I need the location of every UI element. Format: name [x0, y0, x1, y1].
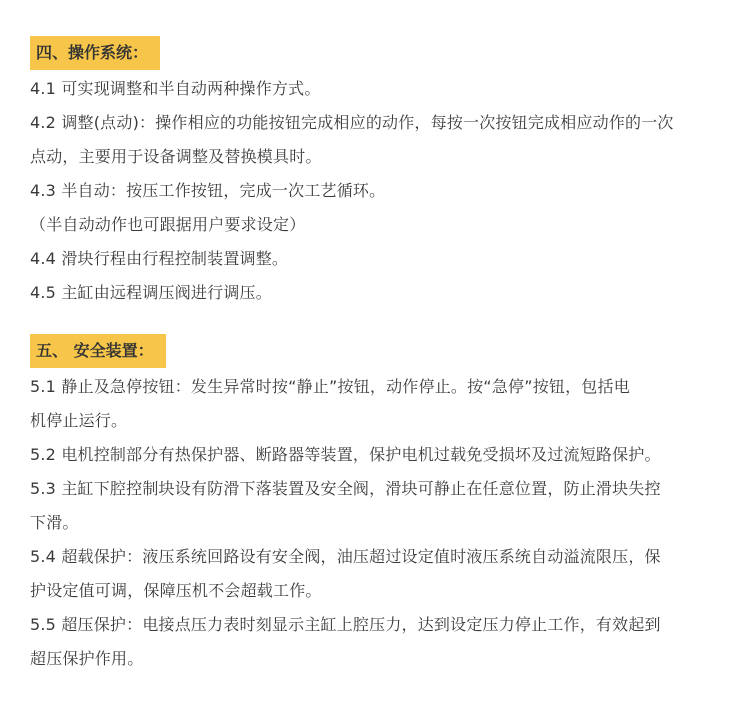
- section-operating-system: [30, 36, 750, 310]
- text-line: 超压保护作用。: [30, 649, 144, 668]
- section-safety-devices: [30, 334, 750, 676]
- text-line: 5.5 超压保护：电接点压力表时刻显示主缸上腔压力，达到设定压力停止工作，有效起到: [30, 615, 661, 634]
- section-heading: 五、 安全装置：: [30, 334, 166, 368]
- text-line: 4.4 滑块行程由行程控制装置调整。: [30, 249, 289, 268]
- text-line: （半自动动作也可跟据用户要求设定）: [30, 215, 306, 234]
- text-line: 机停止运行。: [30, 411, 128, 430]
- text-line: 4.2 调整(点动)：操作相应的功能按钮完成相应的动作，每按一次按钮完成相应动作的一次: [30, 113, 674, 132]
- section-body: [30, 370, 750, 676]
- text-line: 5.2 电机控制部分有热保护器、断路器等装置，保护电机过载免受损坏及过流短路保护。: [30, 445, 661, 464]
- text-line: 护设定值可调，保障压机不会超载工作。: [30, 581, 322, 600]
- section-body: [30, 72, 750, 310]
- text-line: 下滑。: [30, 513, 79, 532]
- text-line: 5.3 主缸下腔控制块设有防滑下落装置及安全阀，滑块可静止在任意位置，防止滑块失控: [30, 479, 661, 498]
- section-heading: 四、操作系统：: [30, 36, 160, 70]
- text-line: 4.3 半自动：按压工作按钮，完成一次工艺循环。: [30, 181, 386, 200]
- text-line: 点动，主要用于设备调整及替换模具时。: [30, 147, 322, 166]
- text-line: 5.1 静止及急停按钮：发生异常时按“静止”按钮，动作停止。按“急停”按钮，包括电: [30, 377, 630, 396]
- text-line: 4.5 主缸由远程调压阀进行调压。: [30, 283, 272, 302]
- text-line: 4.1 可实现调整和半自动两种操作方式。: [30, 79, 321, 98]
- text-line: 5.4 超载保护：液压系统回路设有安全阀，油压超过设定值时液压系统自动溢流限压，保: [30, 547, 661, 566]
